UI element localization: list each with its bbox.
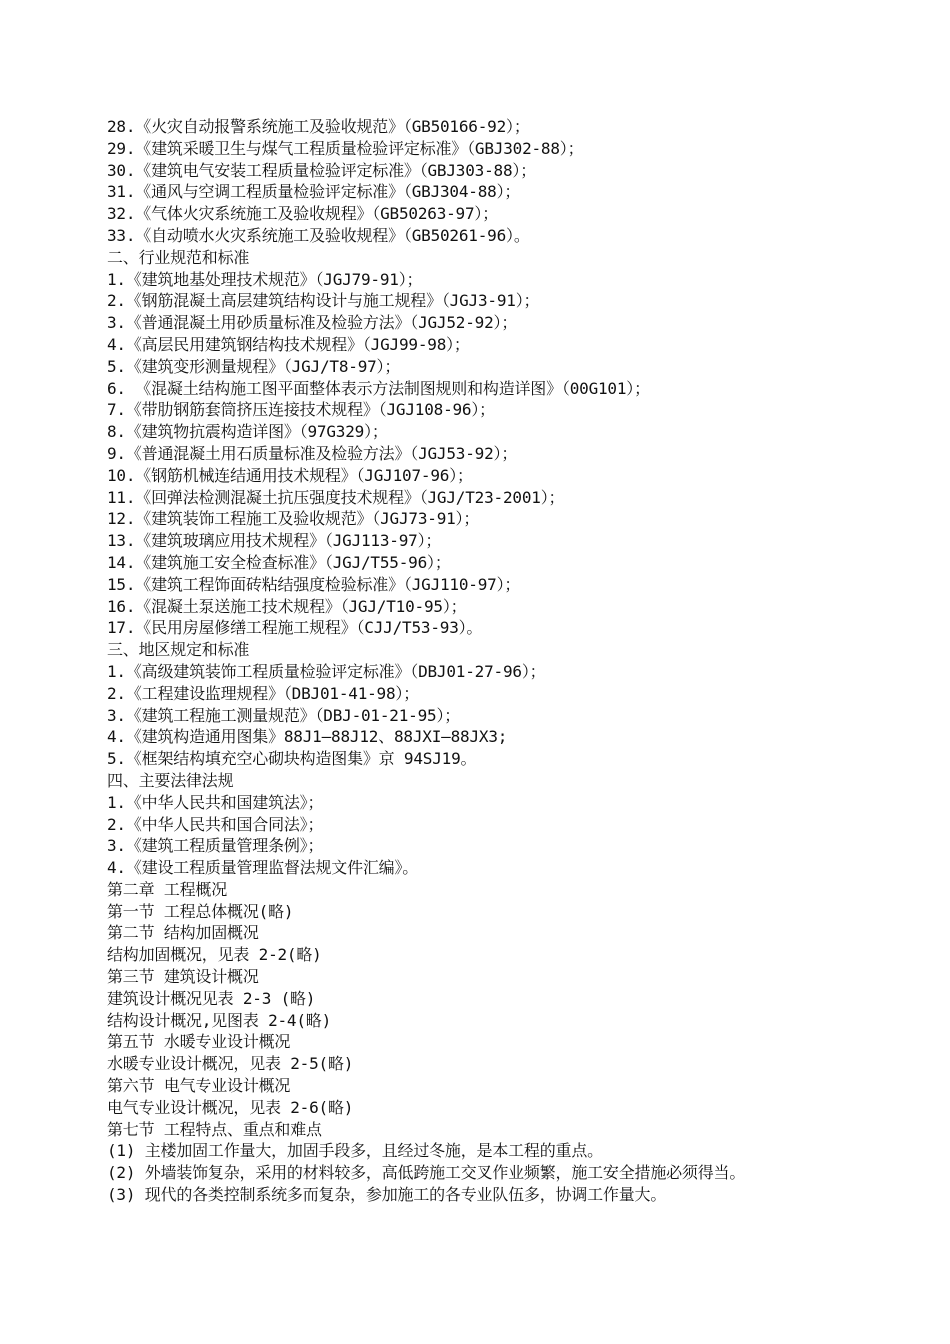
section-heading: 四、主要法律法规	[107, 770, 234, 790]
text-line: 29.《建筑采暖卫生与煤气工程质量检验评定标准》（GBJ302-88）；	[107, 138, 584, 158]
text-line: 3.《建筑工程质量管理条例》；	[107, 836, 324, 856]
text-line: 3.《普通混凝土用砂质量标准及检验方法》（JGJ52-92）；	[107, 313, 518, 333]
text-line: 17.《民用房屋修缮工程施工规程》（CJJ/T53-93）。	[107, 618, 483, 638]
text-line: 8.《建筑物抗震构造详图》（97G329）；	[107, 422, 388, 442]
text-line: 7.《带肋钢筋套筒挤压连接技术规程》（JGJ108-96）；	[107, 400, 495, 420]
text-line: 10.《钢筋机械连结通用技术规程》（JGJ107-96）；	[107, 465, 473, 485]
text-line: 4.《建筑构造通用图集》88J1—88J12、88JXI—88JX3;	[107, 727, 508, 747]
text-line: 1.《中华人民共和国建筑法》；	[107, 792, 324, 812]
text-line: 结构加固概况，见表 2-2(略)	[107, 945, 322, 965]
text-line: 11.《回弹法检测混凝土抗压强度技术规程》（JGJ/T23-2001）；	[107, 487, 565, 507]
text-line: 4.《高层民用建筑钢结构技术规程》（JGJ99-98）；	[107, 334, 470, 354]
text-line: 6. 《混凝土结构施工图平面整体表示方法制图规则和构造详图》（00G101）；	[107, 378, 650, 398]
text-line: 31.《通风与空调工程质量检验评定标准》（GBJ304-88）；	[107, 182, 521, 202]
text-line: 建筑设计概况见表 2-3 (略)	[107, 988, 316, 1008]
text-line: 13.《建筑玻璃应用技术规程》（JGJ113-97）；	[107, 531, 442, 551]
text-line: (1) 主楼加固工作量大，加固手段多，且经过冬施，是本工程的重点。	[107, 1141, 603, 1161]
subsection-heading: 第三节 建筑设计概况	[107, 967, 259, 987]
subsection-heading: 第五节 水暖专业设计概况	[107, 1032, 291, 1052]
text-line: 12.《建筑装饰工程施工及验收规范》（JGJ73-91）；	[107, 509, 480, 529]
document-body	[107, 116, 907, 1206]
text-line: 5.《建筑变形测量规程》（JGJ/T8-97）；	[107, 356, 401, 376]
text-line: 2.《中华人民共和国合同法》；	[107, 814, 324, 834]
text-line: 16.《混凝土泵送施工技术规程》（JGJ/T10-95）；	[107, 596, 467, 616]
text-line: 15.《建筑工程饰面砖粘结强度检验标准》（JGJ110-97）；	[107, 574, 521, 594]
text-line: 1.《建筑地基处理技术规范》（JGJ79-91）；	[107, 269, 423, 289]
text-line: 5.《框架结构填充空心砌块构造图集》京 94SJ19。	[107, 749, 477, 769]
subsection-heading: 第二节 结构加固概况	[107, 923, 259, 943]
text-line: 3.《建筑工程施工测量规范》（DBJ-01-21-95）；	[107, 705, 461, 725]
text-line: 14.《建筑施工安全检查标准》（JGJ/T55-96）；	[107, 552, 451, 572]
text-line: 32.《气体火灾系统施工及验收规程》（GB50263-97）；	[107, 204, 499, 224]
text-line: 9.《普通混凝土用石质量标准及检验方法》（JGJ53-92）；	[107, 443, 518, 463]
chapter-heading: 第二章 工程概况	[107, 879, 228, 899]
text-line: (2) 外墙装饰复杂，采用的材料较多，高低跨施工交叉作业频繁，施工安全措施必须得当。	[107, 1163, 746, 1183]
text-line: (3) 现代的各类控制系统多而复杂，参加施工的各专业队伍多，协调工作量大。	[107, 1185, 667, 1205]
subsection-heading: 第六节 电气专业设计概况	[107, 1076, 291, 1096]
section-heading: 三、地区规定和标准	[107, 640, 250, 660]
text-line: 2.《钢筋混凝土高层建筑结构设计与施工规程》（JGJ3-91）；	[107, 291, 540, 311]
text-line: 电气专业设计概况，见表 2-6(略)	[107, 1097, 354, 1117]
text-line: 2.《工程建设监理规程》（DBJ01-41-98）；	[107, 683, 420, 703]
subsection-heading: 第七节 工程特点、重点和难点	[107, 1119, 322, 1139]
text-line: 水暖专业设计概况，见表 2-5(略)	[107, 1054, 354, 1074]
text-line: 33.《自动喷水火灾系统施工及验收规程》（GB50261-96）。	[107, 225, 530, 245]
text-line: 30.《建筑电气安装工程质量检验评定标准》（GBJ303-88）；	[107, 160, 536, 180]
subsection-heading: 第一节 工程总体概况(略)	[107, 901, 294, 921]
text-line: 1.《高级建筑装饰工程质量检验评定标准》（DBJ01-27-96）；	[107, 661, 546, 681]
section-heading: 二、行业规范和标准	[107, 247, 250, 267]
text-line: 4.《建设工程质量管理监督法规文件汇编》。	[107, 858, 419, 878]
text-line: 28.《火灾自动报警系统施工及验收规范》（GB50166-92）；	[107, 117, 530, 136]
text-line: 结构设计概况,见图表 2-4(略)	[107, 1010, 332, 1030]
